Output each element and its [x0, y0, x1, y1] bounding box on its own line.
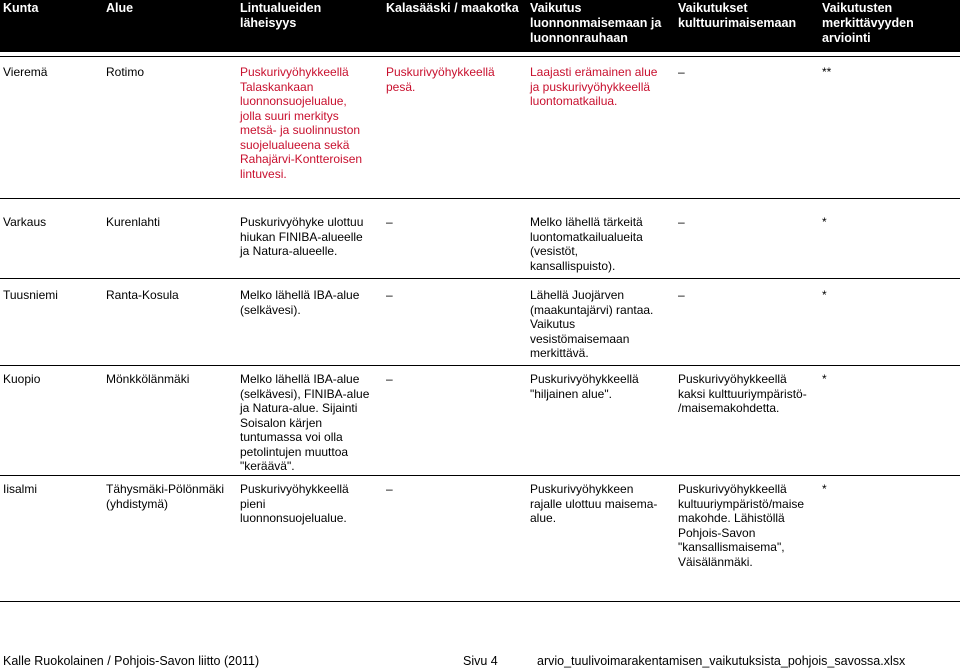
- footer-filename: arvio_tuulivoimarakentamisen_vaikutuksista_pohjois_savossa.xlsx: [537, 654, 906, 668]
- header-alue: Alue: [106, 1, 134, 15]
- row-divider: [0, 278, 960, 279]
- cell-kala: –: [386, 288, 393, 302]
- cell-luonto: Puskurivyöhykkeellä "hiljainen alue".: [530, 372, 639, 401]
- cell-arvio: *: [822, 482, 827, 496]
- cell-luonto: Lähellä Juojärven (maakuntajärvi) rantaa. Vaikutus vesistömaisemaan merkittävä.: [530, 288, 654, 360]
- cell-kala: –: [386, 372, 393, 386]
- row-divider: [0, 56, 960, 57]
- cell-luonto: Laajasti erämainen alue ja puskurivyöhykkeellä luontomatkailua.: [530, 65, 658, 108]
- header-divider: [0, 51, 960, 52]
- cell-kala: –: [386, 482, 393, 496]
- row-divider: [0, 365, 960, 366]
- row-divider: [0, 475, 960, 476]
- cell-alue: Tähysmäki-Pölönmäki (yhdistymä): [106, 482, 225, 511]
- header-lintualueet: Lintualueiden läheisyys: [240, 1, 322, 30]
- cell-alue: Rotimo: [106, 65, 145, 79]
- cell-kunta: Varkaus: [3, 215, 47, 229]
- cell-lintu: Puskurivyöhyke ulottuu hiukan FINIBA-alueelle ja Natura-alueelle.: [240, 215, 364, 258]
- cell-lintu: Puskurivyöhykkeellä Talaskankaan luonnonsuojelualue, jolla suuri merkitys metsä- ja suolinnuston suojelualueena sekä Rahajärvi-Kontteroisen lintuvesi.: [240, 65, 363, 181]
- header-merkittavyys: Vaikutusten merkittävyyden arviointi: [822, 1, 914, 45]
- cell-arvio: **: [822, 65, 832, 79]
- cell-kala: –: [386, 215, 393, 229]
- cell-kunta: Tuusniemi: [3, 288, 58, 302]
- cell-lintu: Melko lähellä IBA-alue (selkävesi), FINIBA-alue ja Natura-alue. Sijainti Soisalon kärjen tuntumassa voi olla petolintujen muuttoa "keräävä".: [240, 372, 370, 473]
- cell-luonto: Melko lähellä tärkeitä luontomatkailualueita (vesistöt, kansallispuisto).: [530, 215, 643, 273]
- cell-kulttuuri: –: [678, 288, 685, 302]
- cell-arvio: *: [822, 372, 827, 386]
- cell-lintu: Melko lähellä IBA-alue (selkävesi).: [240, 288, 360, 317]
- cell-kunta: Kuopio: [3, 372, 41, 386]
- cell-kunta: Vieremä: [3, 65, 48, 79]
- cell-arvio: *: [822, 288, 827, 302]
- header-luonnonmaisema: Vaikutus luonnonmaisemaan ja luonnonrauhaan: [530, 1, 662, 45]
- cell-kulttuuri: –: [678, 65, 685, 79]
- cell-kulttuuri: –: [678, 215, 685, 229]
- cell-kulttuuri: Puskurivyöhykkeellä kultuuriympäristö/maise makohde. Lähistöllä Pohjois-Savon "kansallismaisema", Väisälänmäki.: [678, 482, 805, 569]
- row-divider: [0, 198, 960, 199]
- cell-lintu: Puskurivyöhykkeellä pieni luonnonsuojelualue.: [240, 482, 349, 525]
- cell-kunta: Iisalmi: [3, 482, 38, 496]
- header-kunta: Kunta: [3, 1, 39, 15]
- header-kulttuurimaisema: Vaikutukset kulttuurimaisemaan: [678, 1, 797, 30]
- cell-kulttuuri: Puskurivyöhykkeellä kaksi kulttuuriympäristö- /maisemakohdetta.: [678, 372, 807, 415]
- cell-arvio: *: [822, 215, 827, 229]
- footer-page-number: Sivu 4: [463, 654, 498, 668]
- cell-kala: Puskurivyöhykkeellä pesä.: [386, 65, 495, 94]
- footer-author: Kalle Ruokolainen / Pohjois-Savon liitto (2011): [3, 654, 260, 668]
- table-header: [0, 0, 960, 51]
- cell-alue: Kurenlahti: [106, 215, 161, 229]
- cell-luonto: Puskurivyöhykkeen rajalle ulottuu maisema-alue.: [530, 482, 658, 525]
- header-kalasaaski: Kalasääski / maakotka: [386, 1, 519, 15]
- cell-alue: Mönkkölänmäki: [106, 372, 190, 386]
- cell-alue: Ranta-Kosula: [106, 288, 179, 302]
- table-bottom-border: [0, 601, 960, 602]
